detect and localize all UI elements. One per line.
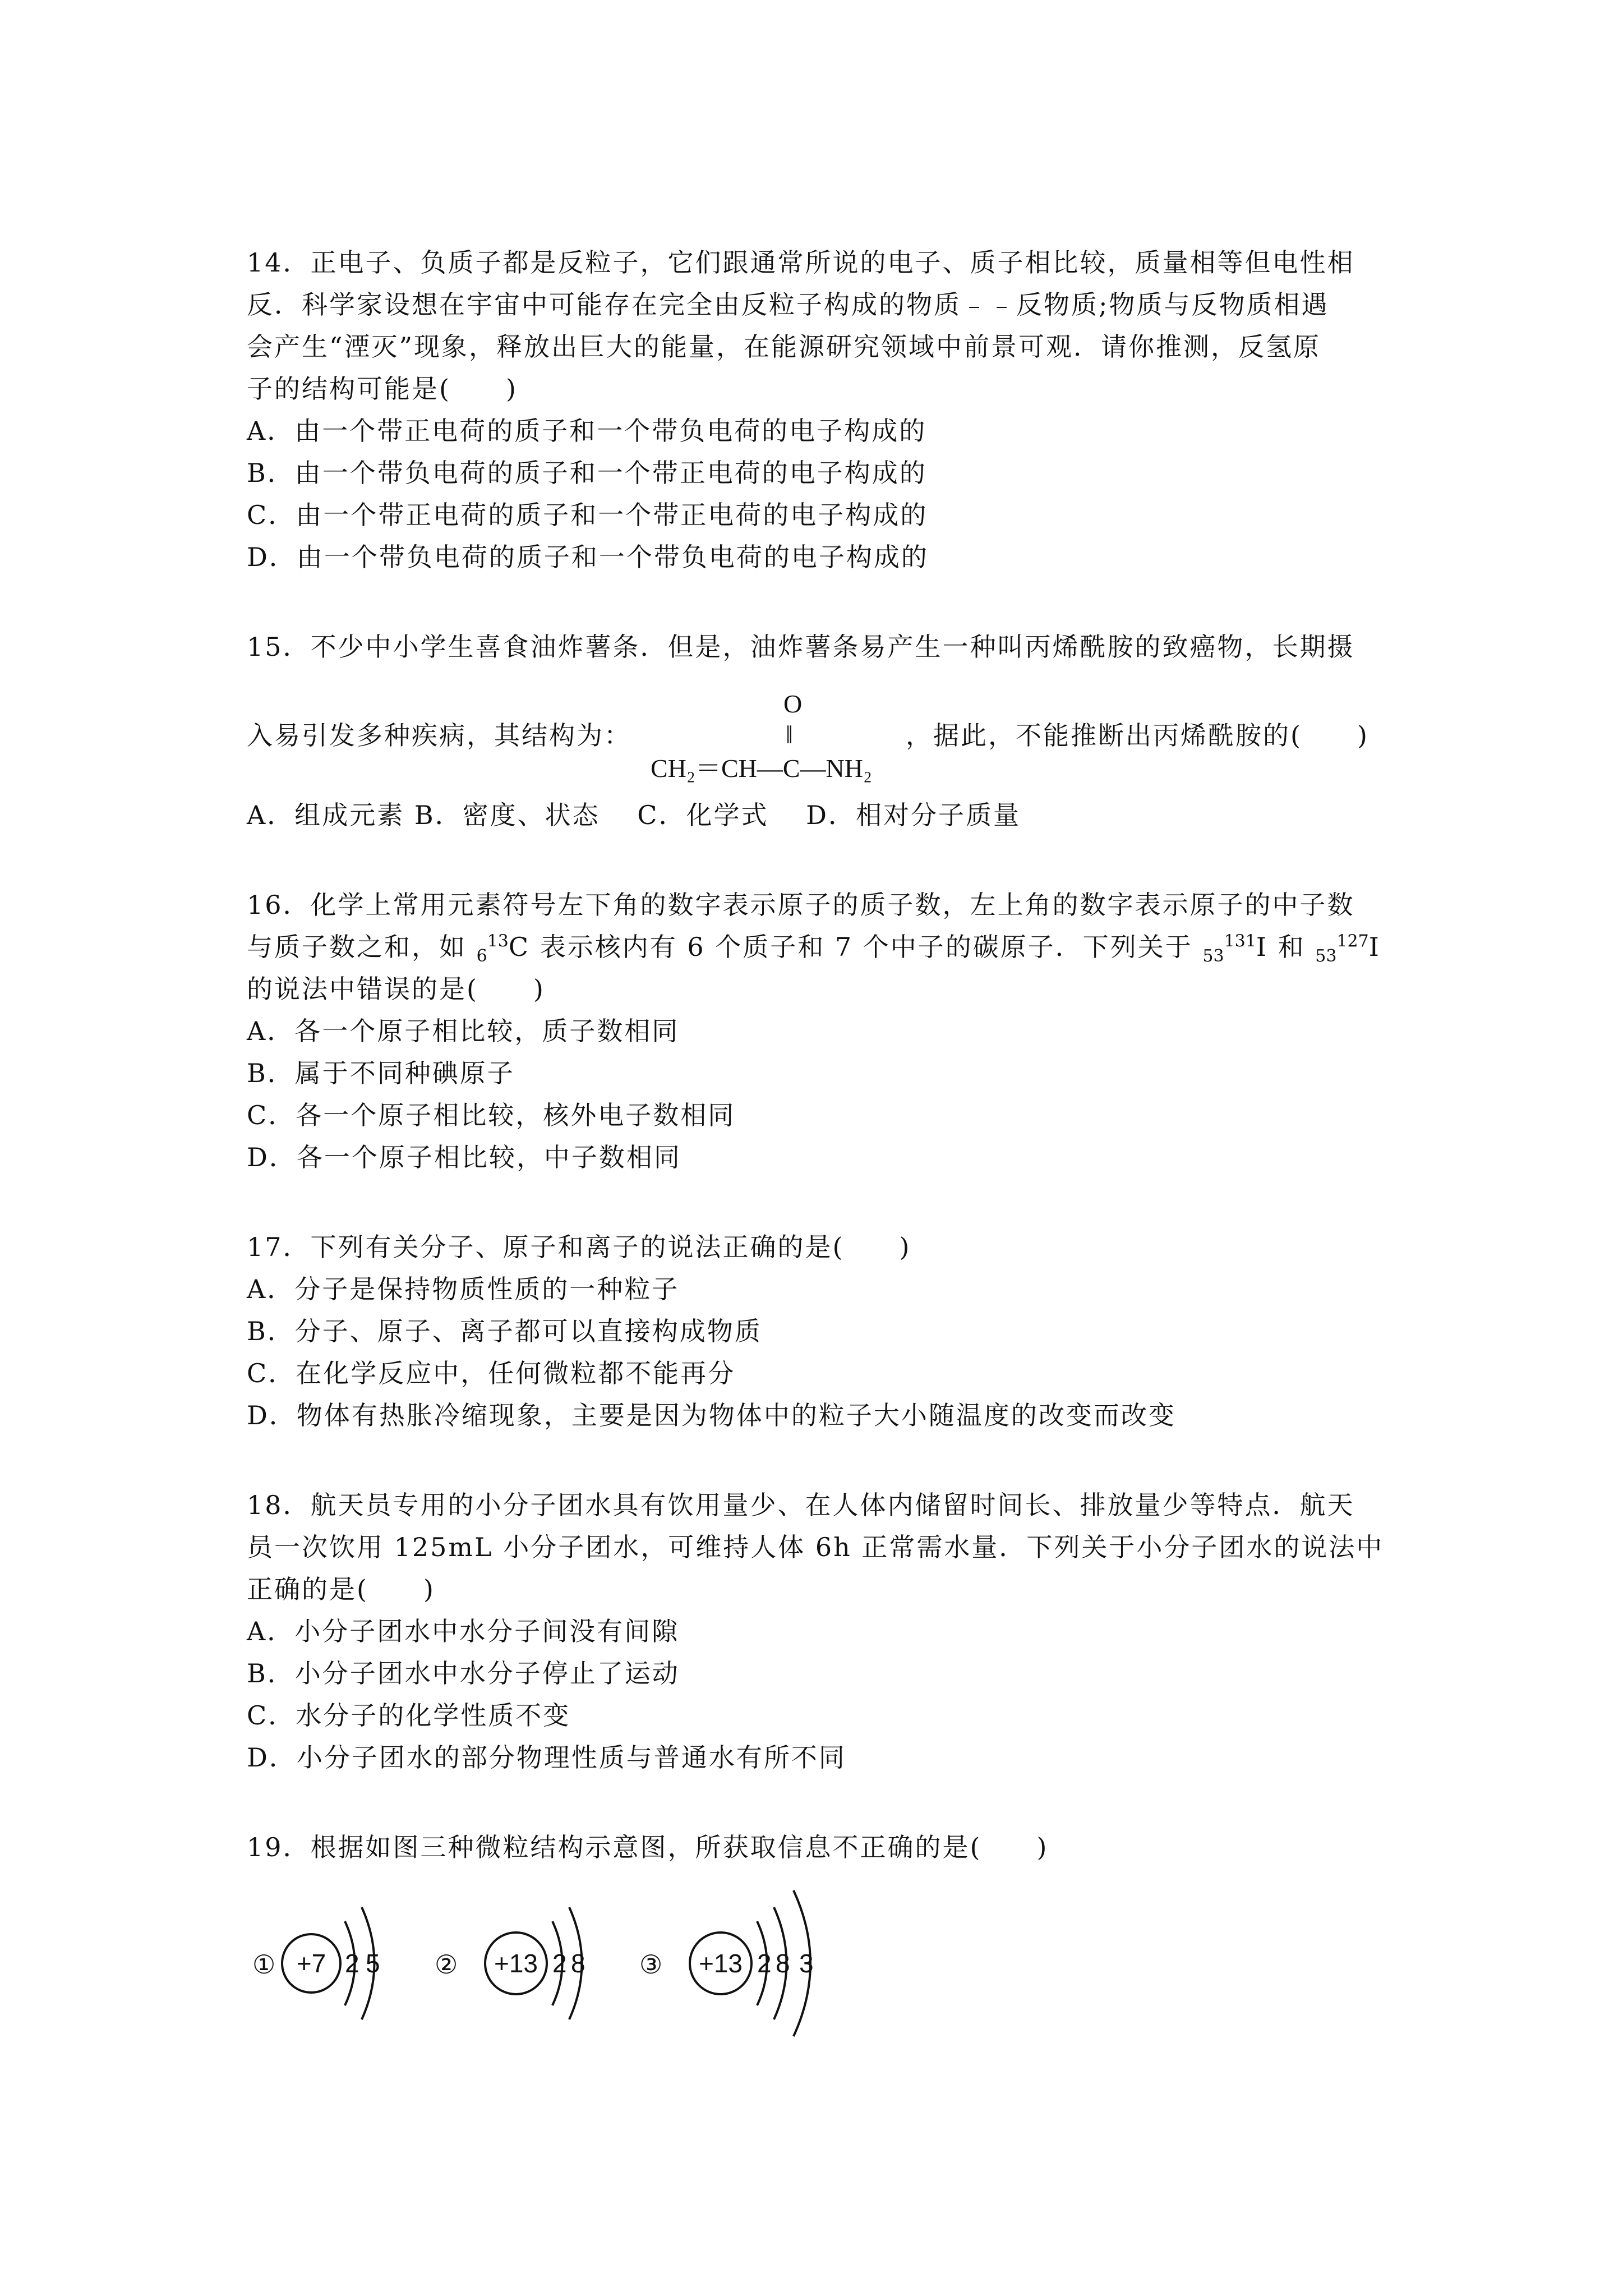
shell-1-electrons-3: 2 [757, 1949, 772, 1978]
question-17-option-b: B．分子、原子、离子都可以直接构成物质 [247, 1316, 762, 1346]
particle-diagram-1 [252, 1949, 380, 1979]
question-15-stem-line-2b: ，据此，不能推断出丙烯酰胺的( ) [906, 720, 1369, 751]
question-15-options: A．组成元素 B．密度、状态 C．化学式 D．相对分子质量 [247, 800, 1021, 830]
nucleus-charge-3: +13 [698, 1949, 743, 1978]
question-16-option-a: A．各一个原子相比较，质子数相同 [247, 1016, 680, 1046]
acrylamide-structure-formula [651, 687, 903, 785]
carbon-mass-number: 13 [487, 931, 509, 951]
question-18-option-d: D．小分子团水的部分物理性质与普通水有所不同 [247, 1742, 846, 1773]
diagram-label-1: ① [252, 1950, 276, 1979]
question-15-stem-line-2a: 入易引发多种疾病，其结构为： [247, 720, 631, 751]
stem-text: I 和 [1256, 932, 1316, 962]
shell-1-electrons-2: 2 [552, 1949, 567, 1978]
question-18-stem-line-2: 员一次饮用 125mL 小分子团水，可维持人体 6h 正常需水量．下列关于小分子团水的说法中 [247, 1532, 1384, 1562]
question-16-option-d: D．各一个原子相比较，中子数相同 [247, 1142, 681, 1172]
iodine-127-proton-number: 53 [1315, 946, 1337, 967]
question-18-stem-line-1: 18．航天员专用的小分子团水具有饮用量少、在人体内储留时间长、排放量少等特点．航天 [247, 1490, 1355, 1520]
shell-2-electrons-1: 5 [366, 1949, 380, 1978]
shell-3-electrons-3: 3 [799, 1949, 814, 1978]
formula-chain: CH₂＝CH—C—NH₂ [651, 754, 872, 783]
shell-2-electrons-3: 8 [776, 1949, 790, 1978]
question-16-option-b: B．属于不同种碘原子 [247, 1058, 515, 1088]
stem-text: I [1368, 932, 1381, 962]
stem-text: 与质子数之和，如 [247, 932, 477, 962]
carbon-proton-number: 6 [476, 946, 487, 967]
diagram-label-3: ③ [639, 1950, 663, 1979]
question-18-option-a: A．小分子团水中水分子间没有间隙 [247, 1616, 680, 1646]
diagram-label-2: ② [435, 1950, 458, 1979]
question-18-option-b: B．小分子团水中水分子停止了运动 [247, 1658, 680, 1688]
formula-double-bond: ‖ [786, 720, 793, 749]
question-14-stem-line-2: 反．科学家设想在宇宙中可能存在完全由反粒子构成的物质﹣﹣反物质;物质与反物质相遇 [247, 289, 1329, 320]
question-17-option-d: D．物体有热胀冷缩现象，主要是因为物体中的粒子大小随温度的改变而改变 [247, 1400, 1176, 1430]
question-16-stem-line-2 [247, 931, 1381, 967]
question-19-stem: 19．根据如图三种微粒结构示意图，所获取信息不正确的是( ) [247, 1832, 1049, 1862]
nucleus-charge-2: +13 [494, 1949, 538, 1978]
question-14-option-d: D．由一个带负电荷的质子和一个带负电荷的电子构成的 [247, 542, 929, 572]
question-14-stem-line-4: 子的结构可能是( ) [247, 374, 518, 404]
question-14-option-c: C．由一个带正电荷的质子和一个带正电荷的电子构成的 [247, 500, 928, 530]
question-16-stem-line-3: 的说法中错误的是( ) [247, 974, 545, 1004]
question-14-stem-line-3: 会产生“湮灭”现象，释放出巨大的能量，在能源研究领域中前景可观．请你推测，反氢原 [247, 332, 1321, 362]
question-17-option-c: C．在化学反应中，任何微粒都不能再分 [247, 1358, 736, 1388]
question-16-stem-line-1: 16．化学上常用元素符号左下角的数字表示原子的质子数，左上角的数字表示原子的中子数 [247, 890, 1355, 920]
iodine-131-mass-number: 131 [1224, 931, 1256, 951]
particle-diagram-2 [435, 1949, 585, 1979]
particle-structure-diagrams [247, 1874, 864, 2059]
iodine-127-mass-number: 127 [1336, 931, 1369, 951]
question-18-option-c: C．水分子的化学性质不变 [247, 1700, 571, 1731]
question-14-option-a: A．由一个带正电荷的质子和一个带负电荷的电子构成的 [247, 416, 927, 446]
question-17-option-a: A．分子是保持物质性质的一种粒子 [247, 1274, 680, 1304]
question-15-stem-line-1: 15．不少中小学生喜食油炸薯条．但是，油炸薯条易产生一种叫丙烯酰胺的致癌物，长期摄 [247, 632, 1355, 662]
question-16-option-c: C．各一个原子相比较，核外电子数相同 [247, 1100, 736, 1130]
formula-oxygen-atom: O [783, 689, 803, 718]
particle-diagram-3 [639, 1949, 814, 1979]
stem-text: C 表示核内有 6 个质子和 7 个中子的碳原子．下列关于 [508, 932, 1203, 962]
question-14-option-b: B．由一个带负电荷的质子和一个带正电荷的电子构成的 [247, 458, 927, 488]
question-14-stem-line-1: 14．正电子、负质子都是反粒子，它们跟通常所说的电子、质子相比较，质量相等但电性相 [247, 247, 1355, 278]
question-18-stem-line-3: 正确的是( ) [247, 1574, 435, 1604]
question-17-stem: 17．下列有关分子、原子和离子的说法正确的是( ) [247, 1232, 911, 1262]
iodine-131-proton-number: 53 [1202, 946, 1224, 967]
nucleus-charge-1: +7 [296, 1949, 326, 1978]
shell-2-electrons-2: 8 [571, 1949, 585, 1978]
shell-1-electrons-1: 2 [345, 1949, 359, 1978]
